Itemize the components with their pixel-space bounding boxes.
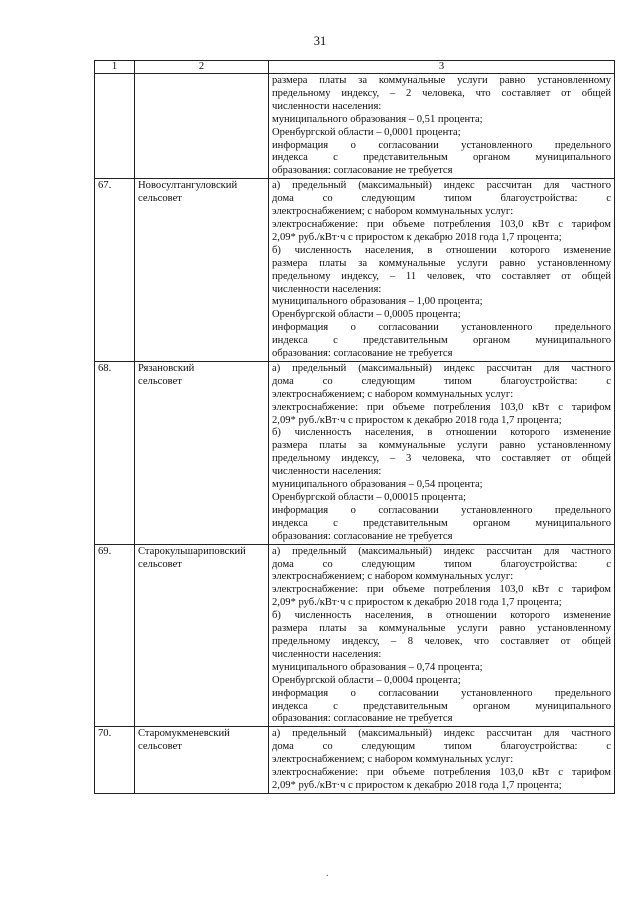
municipality-name	[135, 361, 269, 544]
text-line: размера платы за коммунальные услуги равно установленному	[272, 623, 611, 635]
index-description	[269, 727, 615, 794]
text-line: б) численность населения, в отношении которого изменение	[272, 244, 611, 256]
text-line: муниципального образования – 0,74 процента;	[272, 661, 483, 673]
text-line: электроснабжение: при объеме потребления 103,0 кВт с тарифом	[272, 584, 611, 596]
table-row	[95, 361, 615, 544]
index-description	[269, 179, 615, 362]
text-line: муниципального образования – 0,51 процента;	[272, 113, 483, 125]
text-line: а) предельный (максимальный) индекс рассчитан для частного	[272, 180, 611, 192]
municipality-name-line: Новосултангуловский	[138, 180, 238, 192]
text-line: дома со следующим типом благоустройства: с	[272, 741, 611, 753]
text-line: информация о согласовании установленного предельного	[272, 504, 611, 516]
header-col-2: 2	[135, 61, 269, 74]
table-row	[95, 179, 615, 362]
text-line: 2,09* руб./кВт·ч с приростом к декабрю 2018 года 1,7 процента;	[272, 597, 562, 609]
text-line: а) предельный (максимальный) индекс рассчитан для частного	[272, 728, 611, 740]
tariff-index-table	[94, 60, 615, 794]
text-line: численности населения:	[272, 100, 382, 112]
text-line: электроснабжение: при объеме потребления 103,0 кВт с тарифом	[272, 767, 611, 779]
municipality-name-line: сельсовет	[138, 558, 182, 570]
text-line: индекса с представительным органом муниципального	[272, 517, 611, 529]
page-number: 31	[313, 34, 327, 48]
row-number: 69.	[95, 544, 135, 727]
text-line: а) предельный (максимальный) индекс рассчитан для частного	[272, 545, 611, 557]
municipality-name-line: Старомукменевский	[138, 728, 230, 740]
continuation-num-cell	[95, 74, 135, 179]
text-line: предельному индексу, – 11 человек, что составляет от общей	[272, 270, 611, 282]
text-line: численности населения:	[272, 466, 382, 478]
municipality-name-line: сельсовет	[138, 193, 182, 205]
text-line: дома со следующим типом благоустройства: с	[272, 558, 611, 570]
continuation-name-cell	[135, 74, 269, 179]
continuation-row	[95, 74, 615, 179]
text-line: б) численность населения, в отношении которого изменение	[272, 610, 611, 622]
text-line: предельному индексу, – 2 человека, что составляет от общей	[272, 87, 611, 99]
text-line: муниципального образования – 1,00 процента;	[272, 296, 483, 308]
text-line: предельному индексу, – 8 человек, что составляет от общей	[272, 635, 611, 647]
table-row	[95, 727, 615, 794]
text-line: размера платы за коммунальные услуги равно установленному	[272, 440, 611, 452]
text-line: информация о согласовании установленного предельного	[272, 687, 611, 699]
text-line: Оренбургской области – 0,0005 процента;	[272, 309, 461, 321]
text-line: Оренбургской области – 0,0001 процента;	[272, 126, 461, 138]
text-line: численности населения:	[272, 648, 382, 660]
municipality-name-line: Старокульшариповский	[138, 545, 246, 557]
text-line: образования: согласование не требуется	[272, 165, 453, 177]
row-number: 68.	[95, 361, 135, 544]
municipality-name-line: сельсовет	[138, 375, 182, 387]
text-line: дома со следующим типом благоустройства: с	[272, 375, 611, 387]
text-line: индекса с представительным органом муниципального	[272, 152, 611, 164]
text-line: индекса с представительным органом муниципального	[272, 335, 611, 347]
text-line: размера платы за коммунальные услуги равно установленному	[272, 257, 611, 269]
text-line: размера платы за коммунальные услуги равно установленному	[272, 75, 611, 86]
municipality-name	[135, 179, 269, 362]
text-line: электроснабжением; с набором коммунальных услуг:	[272, 571, 514, 583]
text-line: Оренбургской области – 0,00015 процента;	[272, 492, 466, 503]
text-line: Оренбургской области – 0,0004 процента;	[272, 674, 461, 686]
continuation-text-cell	[269, 74, 615, 179]
index-description	[269, 361, 615, 544]
table-header-row	[95, 61, 615, 74]
row-number: 70.	[95, 727, 135, 794]
text-line: 2,09* руб./кВт·ч с приростом к декабрю 2018 года 1,7 процента;	[272, 231, 562, 243]
municipality-name	[135, 727, 269, 794]
text-line: образования: согласование не требуется	[272, 713, 453, 725]
text-line: образования: согласование не требуется	[272, 530, 453, 542]
text-line: электроснабжение: при объеме потребления 103,0 кВт с тарифом	[272, 401, 611, 413]
header-col-1: 1	[95, 61, 135, 74]
text-line: образования: согласование не требуется	[272, 348, 453, 360]
text-line: 2,09* руб./кВт·ч с приростом к декабрю 2018 года 1,7 процента;	[272, 779, 562, 791]
text-line: численности населения:	[272, 283, 382, 295]
text-line: муниципального образования – 0,54 процента;	[272, 479, 483, 491]
text-line: электроснабжением; с набором коммунальных услуг:	[272, 206, 514, 218]
text-line: информация о согласовании установленного предельного	[272, 322, 611, 334]
row-number: 67.	[95, 179, 135, 362]
table-row	[95, 544, 615, 727]
municipality-name-line: Рязановский	[138, 362, 195, 374]
text-line: а) предельный (максимальный) индекс рассчитан для частного	[272, 362, 611, 374]
text-line: индекса с представительным органом муниципального	[272, 700, 611, 712]
text-line: информация о согласовании установленного предельного	[272, 139, 611, 151]
text-line: дома со следующим типом благоустройства: с	[272, 193, 611, 205]
text-line: 2,09* руб./кВт·ч с приростом к декабрю 2018 года 1,7 процента;	[272, 414, 562, 426]
text-line: предельному индексу, – 3 человека, что составляет от общей	[272, 453, 611, 465]
header-col-3: 3	[269, 61, 615, 74]
scan-mark: .	[326, 868, 329, 879]
municipality-name	[135, 544, 269, 727]
text-line: б) численность населения, в отношении которого изменение	[272, 427, 611, 439]
text-line: электроснабжением; с набором коммунальных услуг:	[272, 388, 514, 400]
text-line: электроснабжение: при объеме потребления 103,0 кВт с тарифом	[272, 218, 611, 230]
index-description	[269, 544, 615, 727]
municipality-name-line: сельсовет	[138, 741, 182, 753]
text-line: электроснабжением; с набором коммунальных услуг:	[272, 754, 514, 766]
